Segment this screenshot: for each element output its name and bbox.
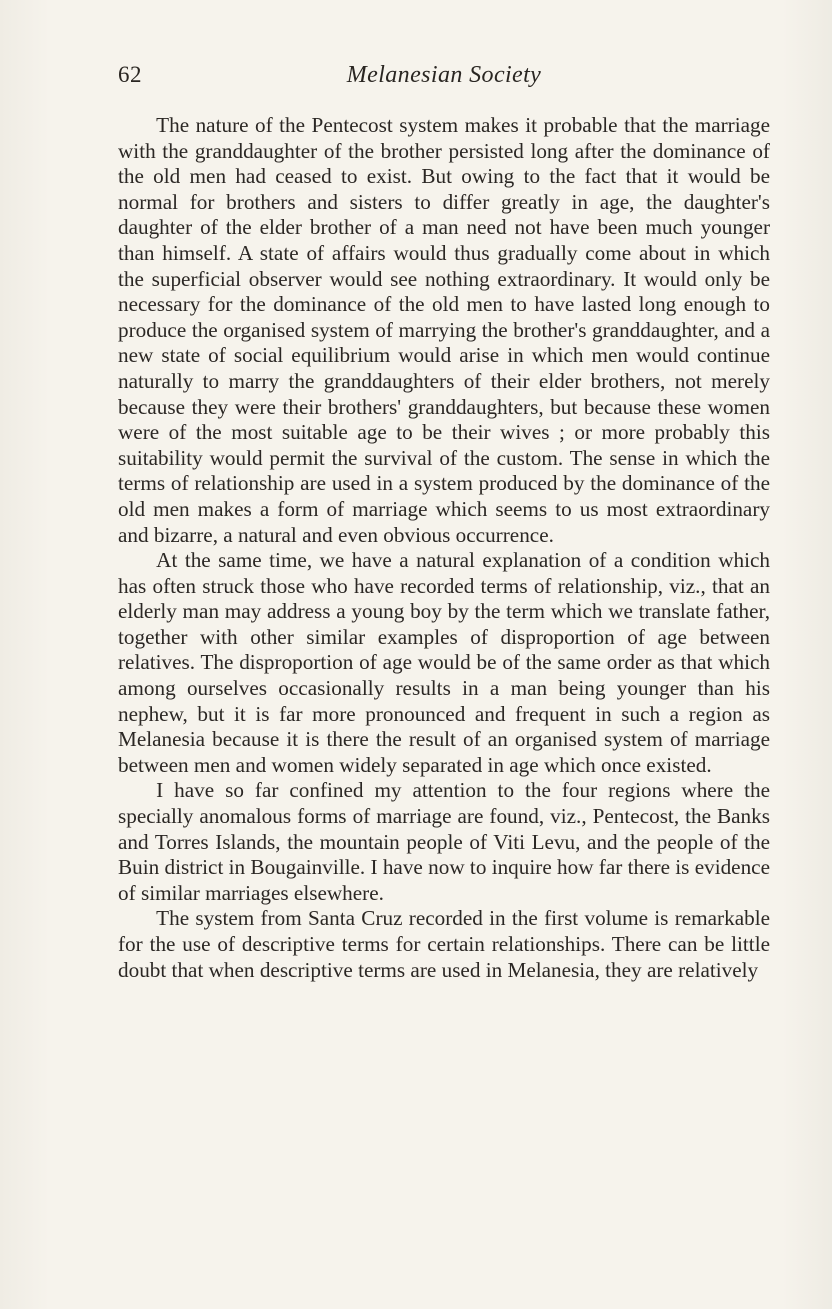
paragraph-1: The nature of the Pentecost system makes it probable that the marriage with the granddaughter of the brother persisted long after the dominance of the old men had ceased to exist. But owing to the fact that it would be normal for brothers and sisters to differ greatly in age, the daughter's daughter of the elder brother of a man need not have been much younger than himself. A state of affairs would thus gradually come about in which the superficial observer would see nothing extraordinary. It would only be necessary for the dominance of the old men to have lasted long enough to produce the organised system of marrying the brother's granddaughter, and a new state of social equilibrium would arise in which men would continue naturally to marry the granddaughters of their elder brothers, not merely because they were their brothers' granddaughters, but because these women were of the most suitable age to be their wives ; or more probably this suitability would permit the survival of the custom. The sense in which the terms of relationship are used in a system produced by the dominance of the old men makes a form of marriage which seems to us most extraordinary and bizarre, a natural and even obvious occurrence. <box>118 113 770 547</box>
page-number: 62 <box>118 62 142 87</box>
running-title: Melanesian Society <box>346 62 542 88</box>
running-head <box>118 62 770 98</box>
body-text <box>118 113 770 983</box>
paragraph-2: At the same time, we have a natural explanation of a condition which has often struck those who have recorded terms of relationship, viz., that an elderly man may address a young boy by the term which we translate father, together with other similar examples of disproportion of age between relatives. The disproportion of age would be of the same order as that which among ourselves occasionally results in a man being younger than his nephew, but it is far more pronounced and frequent in such a region as Melanesia because it is there the result of an organised system of marriage between men and women widely separated in age which once existed. <box>118 548 770 777</box>
paragraph-3: I have so far confined my attention to the four regions where the specially anomalous forms of marriage are found, viz., Pentecost, the Banks and Torres Islands, the mountain people of Viti Levu, and the people of the Buin district in Bougainville. I have now to inquire how far there is evidence of similar marriages elsewhere. <box>118 778 770 905</box>
paragraph-4: The system from Santa Cruz recorded in the first volume is remarkable for the use of descriptive terms for certain relationships. There can be little doubt that when descriptive terms are used in Melanesia, they are relatively <box>118 906 770 982</box>
